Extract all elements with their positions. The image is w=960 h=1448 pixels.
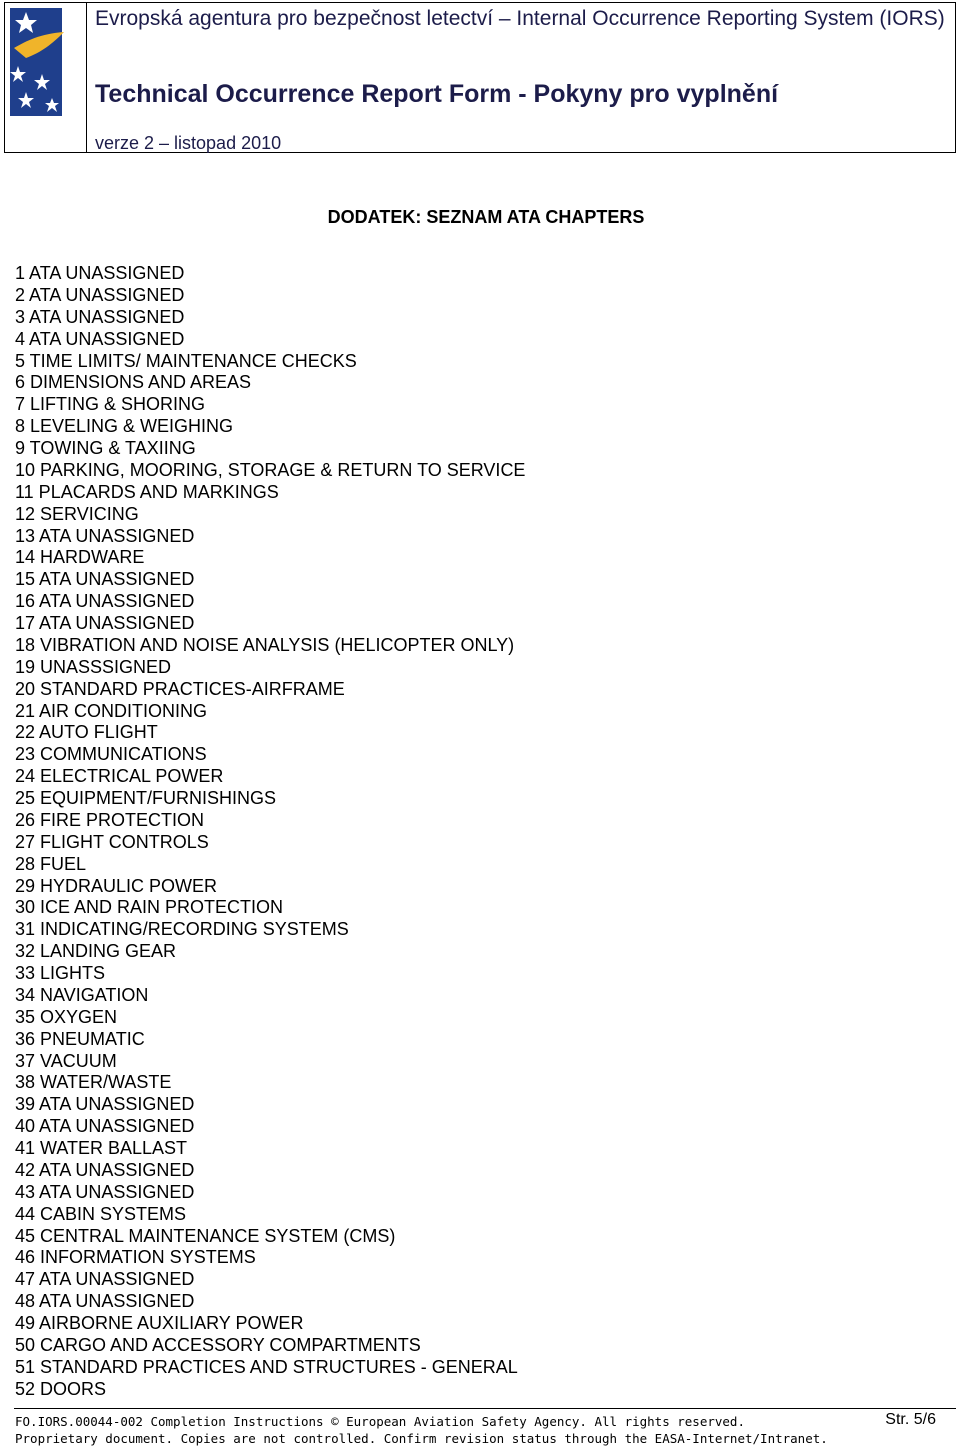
ata-chapter-list [15, 263, 525, 1401]
chapter-item: 18 VIBRATION AND NOISE ANALYSIS (HELICOPTER ONLY) [15, 634, 515, 655]
chapter-item: 15 ATA UNASSIGNED [15, 569, 195, 590]
chapter-item: 14 HARDWARE [15, 547, 145, 568]
chapter-item: 16 ATA UNASSIGNED [15, 591, 195, 612]
page-number: Str. 5/6 [885, 1411, 936, 1428]
chapter-item: 26 FIRE PROTECTION [15, 809, 205, 830]
chapter-item: 37 VACUUM [15, 1050, 117, 1071]
chapter-item: 20 STANDARD PRACTICES-AIRFRAME [15, 678, 345, 699]
chapter-item: 9 TOWING & TAXIING [15, 438, 196, 458]
chapter-item: 2 ATA UNASSIGNED [15, 284, 185, 305]
chapter-item: 30 ICE AND RAIN PROTECTION [15, 897, 284, 918]
footer-divider [14, 1408, 956, 1409]
chapter-item: 45 CENTRAL MAINTENANCE SYSTEM (CMS) [15, 1225, 396, 1246]
footer-disclaimer: Proprietary document. Copies are not controlled. Confirm revision status through the EASA-Internet/Intranet. [15, 1431, 828, 1446]
chapter-item: 12 SERVICING [15, 503, 139, 524]
organization-title: Evropská agentura pro bezpečnost letectví – Internal Occurrence Reporting System (IORS) [95, 7, 945, 30]
chapter-item: 24 ELECTRICAL POWER [15, 766, 224, 787]
chapter-item: 29 HYDRAULIC POWER [15, 875, 218, 896]
chapter-item: 27 FLIGHT CONTROLS [15, 831, 209, 852]
chapter-item: 4 ATA UNASSIGNED [15, 328, 185, 349]
chapter-item: 25 EQUIPMENT/FURNISHINGS [15, 788, 277, 808]
chapter-item: 47 ATA UNASSIGNED [15, 1269, 195, 1290]
chapter-item: 41 WATER BALLAST [15, 1138, 188, 1158]
chapter-item: 8 LEVELING & WEIGHING [15, 416, 234, 437]
chapter-item: 46 INFORMATION SYSTEMS [15, 1247, 256, 1268]
chapter-item: 40 ATA UNASSIGNED [15, 1116, 195, 1137]
chapter-item: 6 DIMENSIONS AND AREAS [15, 372, 252, 393]
chapter-item: 52 DOORS [15, 1378, 107, 1399]
chapter-item: 42 ATA UNASSIGNED [15, 1159, 195, 1180]
easa-logo-icon [6, 4, 85, 151]
chapter-item: 23 COMMUNICATIONS [15, 744, 207, 765]
appendix-title: DODATEK: SEZNAM ATA CHAPTERS [327, 207, 645, 227]
chapter-item: 43 ATA UNASSIGNED [15, 1181, 195, 1202]
chapter-item: 44 CABIN SYSTEMS [15, 1203, 187, 1224]
chapter-item: 48 ATA UNASSIGNED [15, 1291, 195, 1312]
chapter-item: 19 UNASSSIGNED [15, 656, 172, 677]
chapter-item: 49 AIRBORNE AUXILIARY POWER [15, 1313, 304, 1333]
chapter-item: 17 ATA UNASSIGNED [15, 613, 195, 633]
chapter-item: 21 AIR CONDITIONING [15, 700, 208, 721]
document-header [4, 2, 956, 153]
chapter-item: 10 PARKING, MOORING, STORAGE & RETURN TO SERVICE [15, 459, 526, 480]
chapter-item: 38 WATER/WASTE [15, 1072, 172, 1093]
chapter-item: 11 PLACARDS AND MARKINGS [15, 481, 279, 502]
chapter-item: 31 INDICATING/RECORDING SYSTEMS [15, 919, 349, 940]
chapter-item: 5 TIME LIMITS/ MAINTENANCE CHECKS [15, 350, 357, 371]
chapter-item: 36 PNEUMATIC [15, 1028, 145, 1049]
chapter-item: 7 LIFTING & SHORING [15, 394, 206, 415]
chapter-item: 1 ATA UNASSIGNED [15, 263, 185, 283]
chapter-item: 34 NAVIGATION [15, 984, 149, 1005]
footer-copyright: FO.IORS.00044-002 Completion Instructions © European Aviation Safety Agency. All rights reserved. [15, 1414, 745, 1429]
chapter-item: 28 FUEL [15, 853, 87, 874]
chapter-item: 33 LIGHTS [15, 963, 106, 983]
chapter-item: 51 STANDARD PRACTICES AND STRUCTURES - GENERAL [15, 1356, 518, 1377]
version-label: verze 2 – listopad 2010 [95, 133, 282, 153]
chapter-item: 32 LANDING GEAR [15, 941, 177, 962]
chapter-item: 50 CARGO AND ACCESSORY COMPARTMENTS [15, 1334, 421, 1355]
form-title: Technical Occurrence Report Form - Pokyny pro vyplnění [95, 80, 779, 108]
logo-box [5, 3, 87, 152]
chapter-item: 39 ATA UNASSIGNED [15, 1094, 195, 1115]
chapter-item: 35 OXYGEN [15, 1006, 118, 1027]
chapter-item: 13 ATA UNASSIGNED [15, 525, 195, 546]
chapter-item: 22 AUTO FLIGHT [15, 722, 158, 743]
chapter-item: 3 ATA UNASSIGNED [15, 306, 185, 327]
